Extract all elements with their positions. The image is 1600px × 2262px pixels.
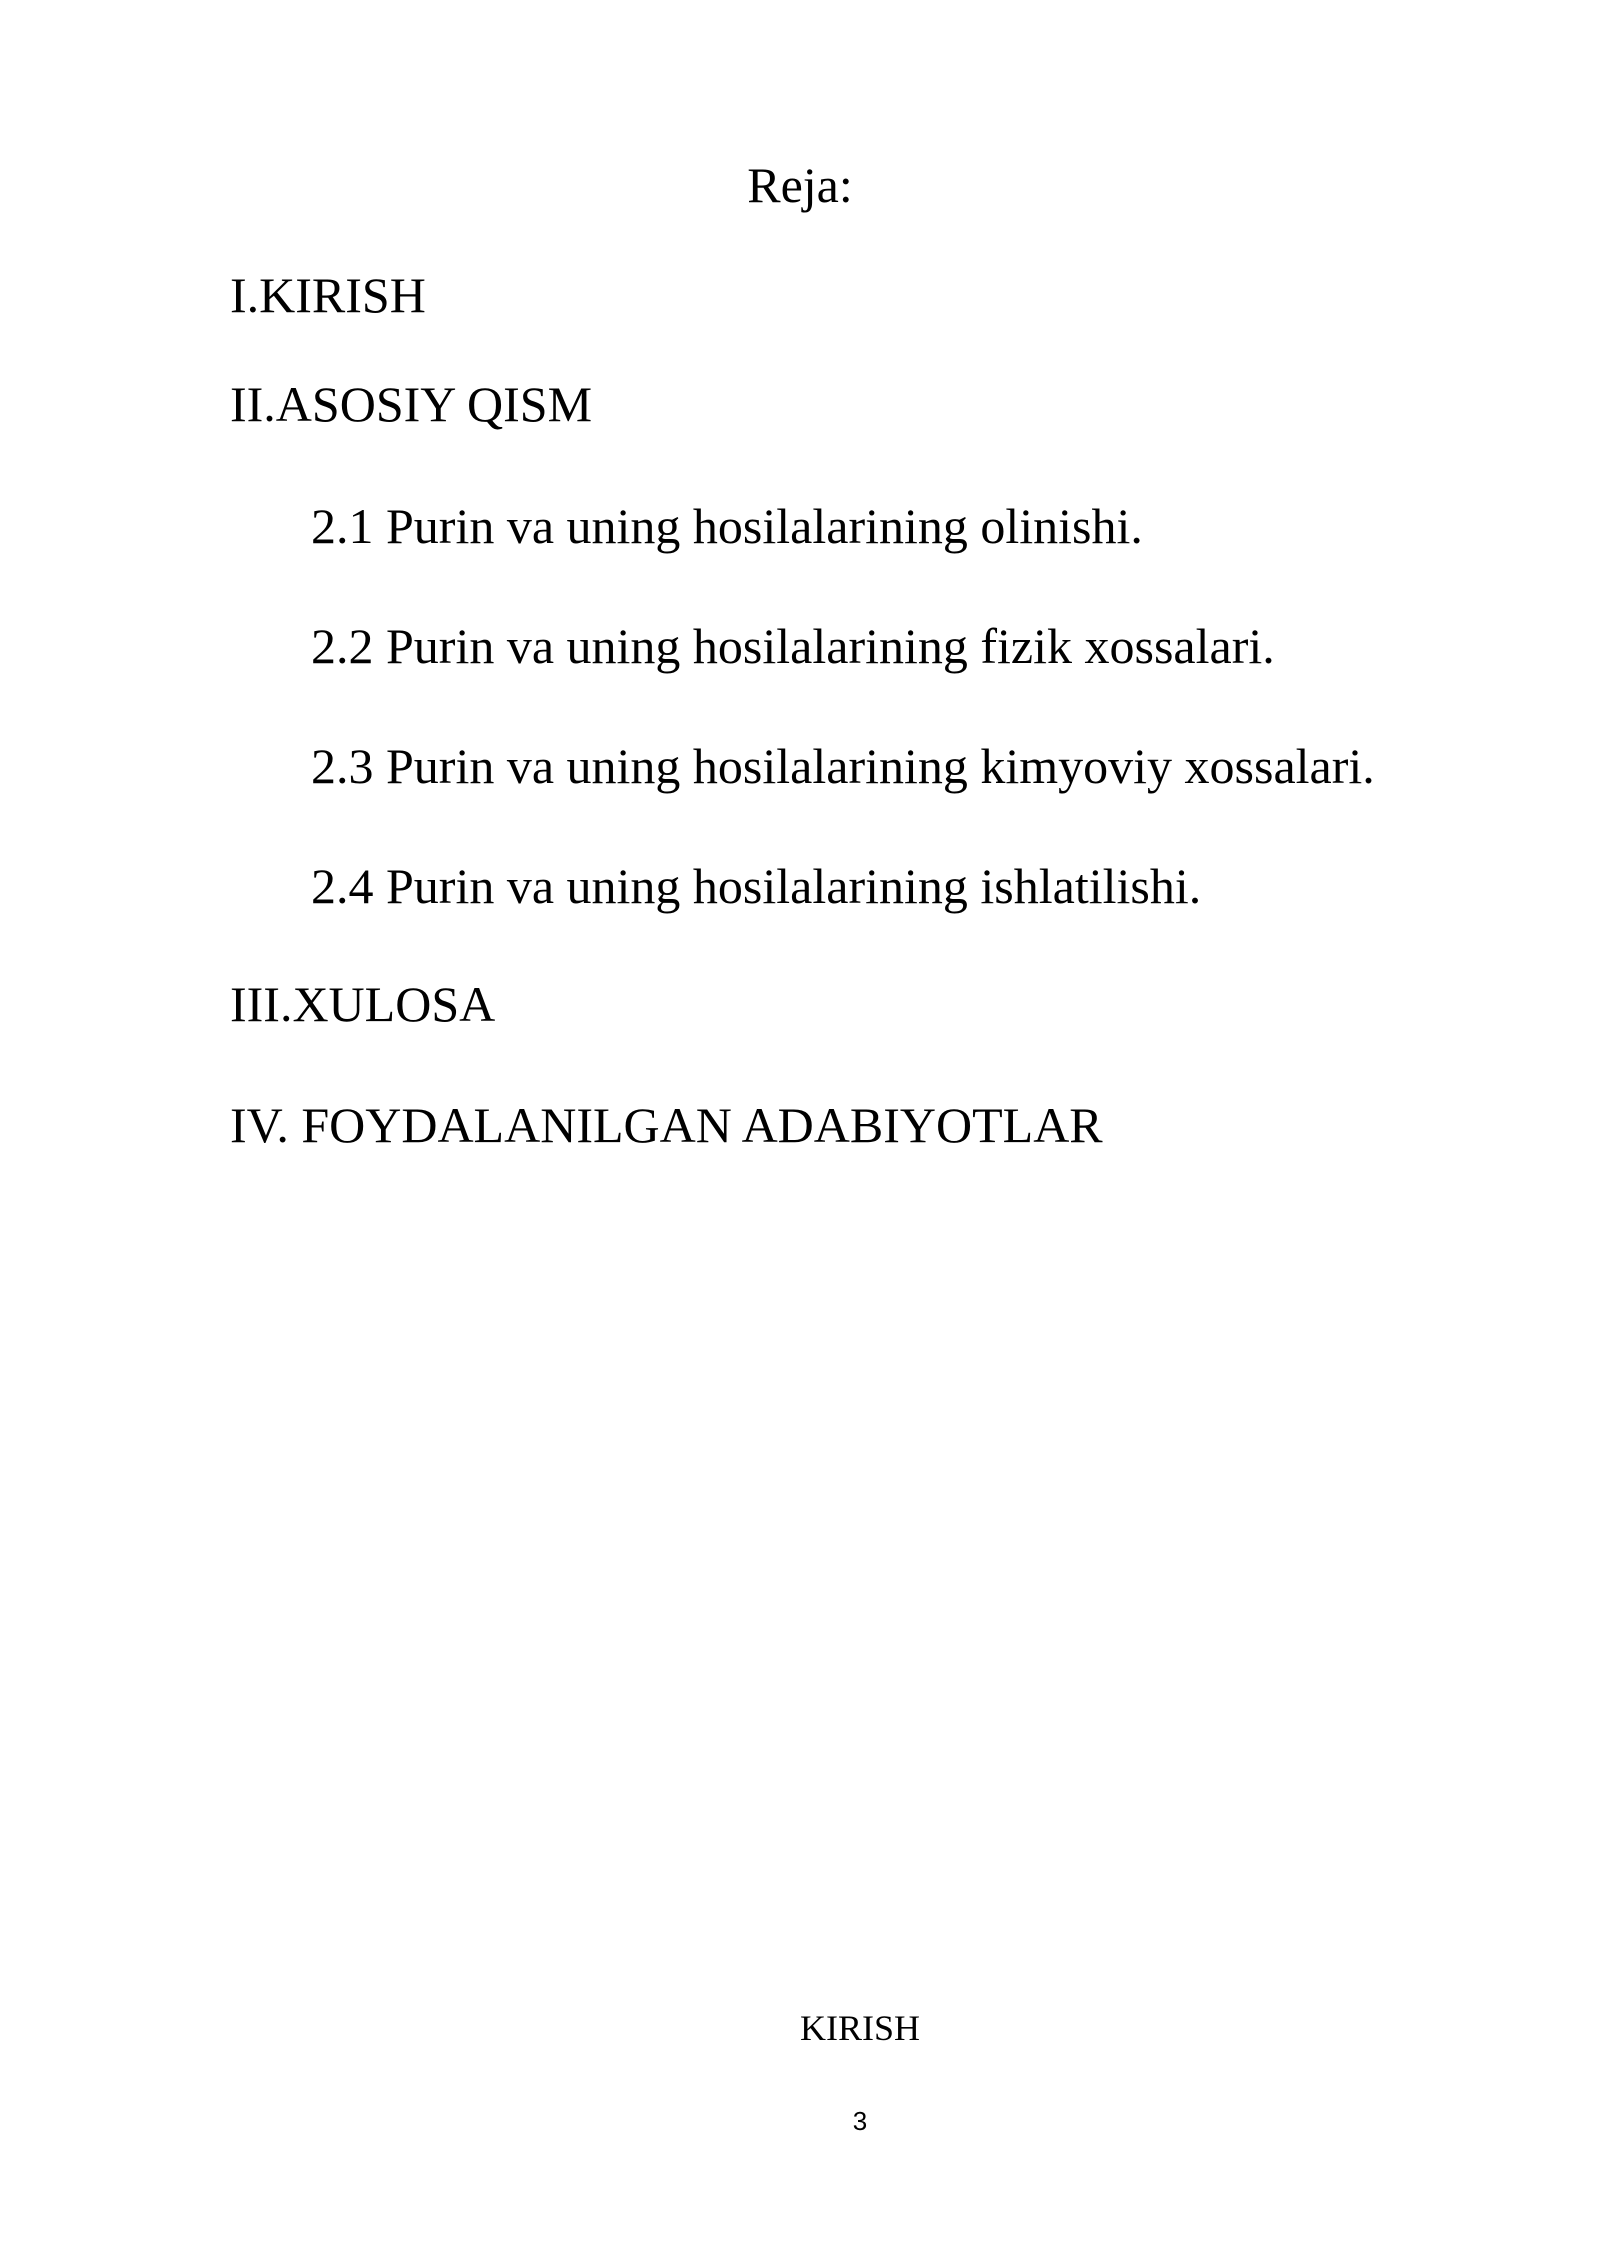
outline-subitem-2-4: 2.4 Purin va uning hosilalarining ishlatilishi. [311,858,1202,914]
outline-item-asosiy-qism: II.ASOSIY QISM [230,376,593,432]
page-number: 3 [852,2106,868,2136]
outline-item-kirish: I.KIRISH [230,267,426,323]
outline-item-xulosa: III.XULOSA [230,976,496,1032]
outline-subitem-2-2: 2.2 Purin va uning hosilalarining fizik xossalari. [311,618,1275,674]
outline-item-adabiyotlar: IV. FOYDALANILGAN ADABIYOTLAR [230,1097,1103,1153]
page-title: Reja: [747,157,853,213]
outline-subitem-2-3: 2.3 Purin va uning hosilalarining kimyoviy xossalari. [311,738,1375,794]
outline-subitem-2-1: 2.1 Purin va uning hosilalarining olinishi. [311,498,1143,554]
next-section-heading: KIRISH [799,2008,920,2048]
